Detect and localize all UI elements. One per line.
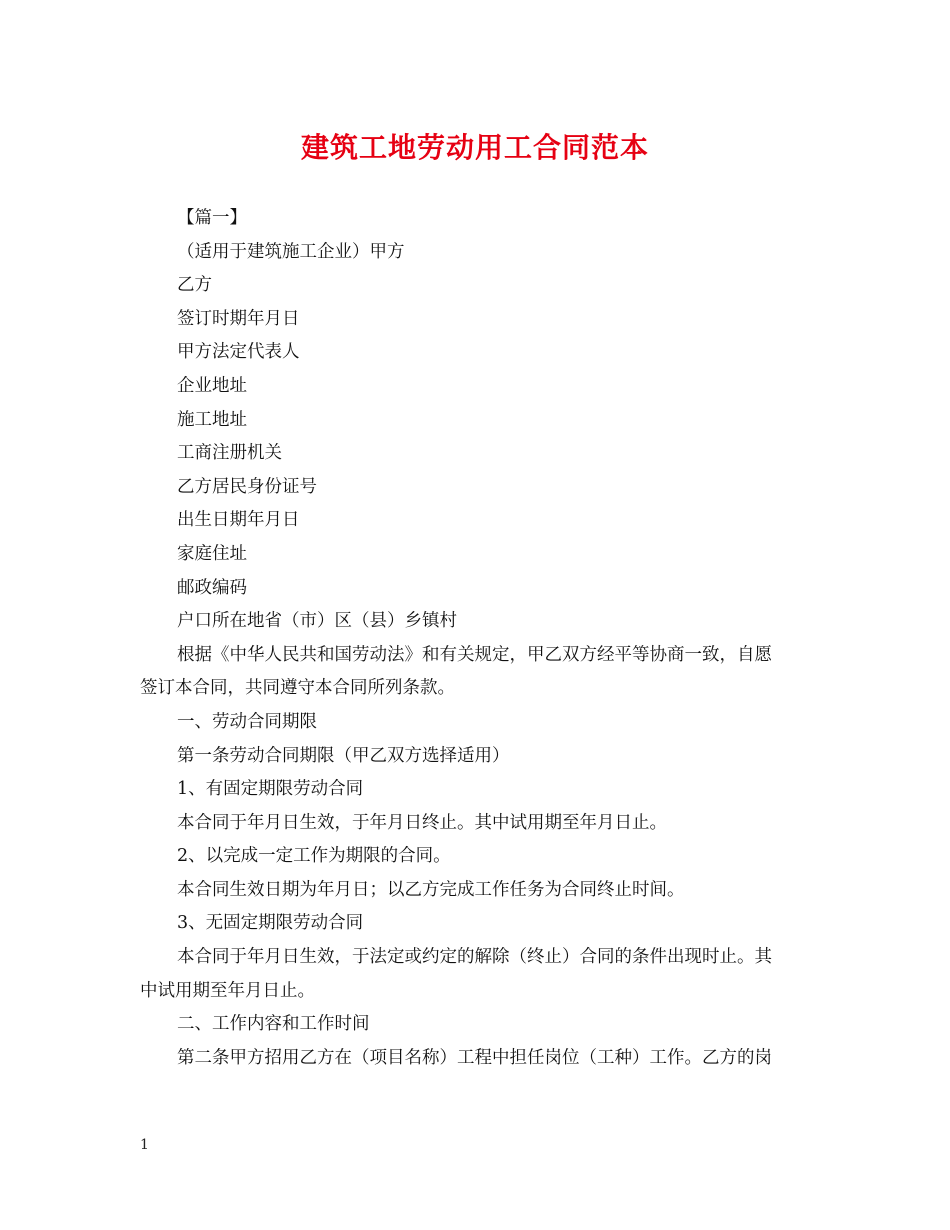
field-registration-authority: 工商注册机关 [177,443,282,464]
article-2-text: 第二条甲方招用乙方在（项目名称）工程中担任岗位（工种）工作。乙方的岗 [177,1047,772,1068]
item-open-ended-text-line-2: 中试用期至年月日止。 [140,980,315,1001]
section-heading-work-content: 二、工作内容和工作时间 [177,1014,370,1035]
field-legal-representative: 甲方法定代表人 [177,342,300,363]
document-title: 建筑工地劳动用工合同范本 [300,131,649,164]
field-household-registration: 户口所在地省（市）区（县）乡镇村 [177,611,457,632]
section-heading-part-one: 【篇一】 [177,208,247,228]
item-task-based-text: 本合同生效日期为年月日；以乙方完成工作任务为合同终止时间。 [177,879,685,900]
field-company-address: 企业地址 [177,375,247,396]
field-construction-address: 施工地址 [177,409,247,430]
item-task-based: 2、以完成一定工作为期限的合同。 [177,846,451,867]
paragraph-legal-basis-line-2: 签订本合同，共同遵守本合同所列条款。 [140,678,455,699]
page-number: 1 [140,1137,149,1153]
field-sign-date: 签订时期年月日 [177,308,300,329]
item-fixed-term: 1、有固定期限劳动合同 [177,779,364,800]
field-home-address: 家庭住址 [177,543,247,564]
field-postal-code: 邮政编码 [177,577,247,598]
field-party-b: 乙方 [177,275,212,296]
section-heading-contract-term: 一、劳动合同期限 [177,711,317,732]
item-open-ended-text-line-1: 本合同于年月日生效，于法定或约定的解除（终止）合同的条件出现时止。其 [177,947,772,968]
article-1-heading: 第一条劳动合同期限（甲乙双方选择适用） [177,745,510,766]
paragraph-legal-basis-line-1: 根据《中华人民共和国劳动法》和有关规定，甲乙双方经平等协商一致，自愿 [177,644,772,665]
item-open-ended: 3、无固定期限劳动合同 [177,913,364,934]
field-id-number: 乙方居民身份证号 [177,476,317,497]
field-birth-date: 出生日期年月日 [177,510,300,531]
item-fixed-term-text: 本合同于年月日生效，于年月日终止。其中试用期至年月日止。 [177,812,667,833]
field-party-a: （适用于建筑施工企业）甲方 [177,241,405,262]
document-body [140,202,812,1075]
